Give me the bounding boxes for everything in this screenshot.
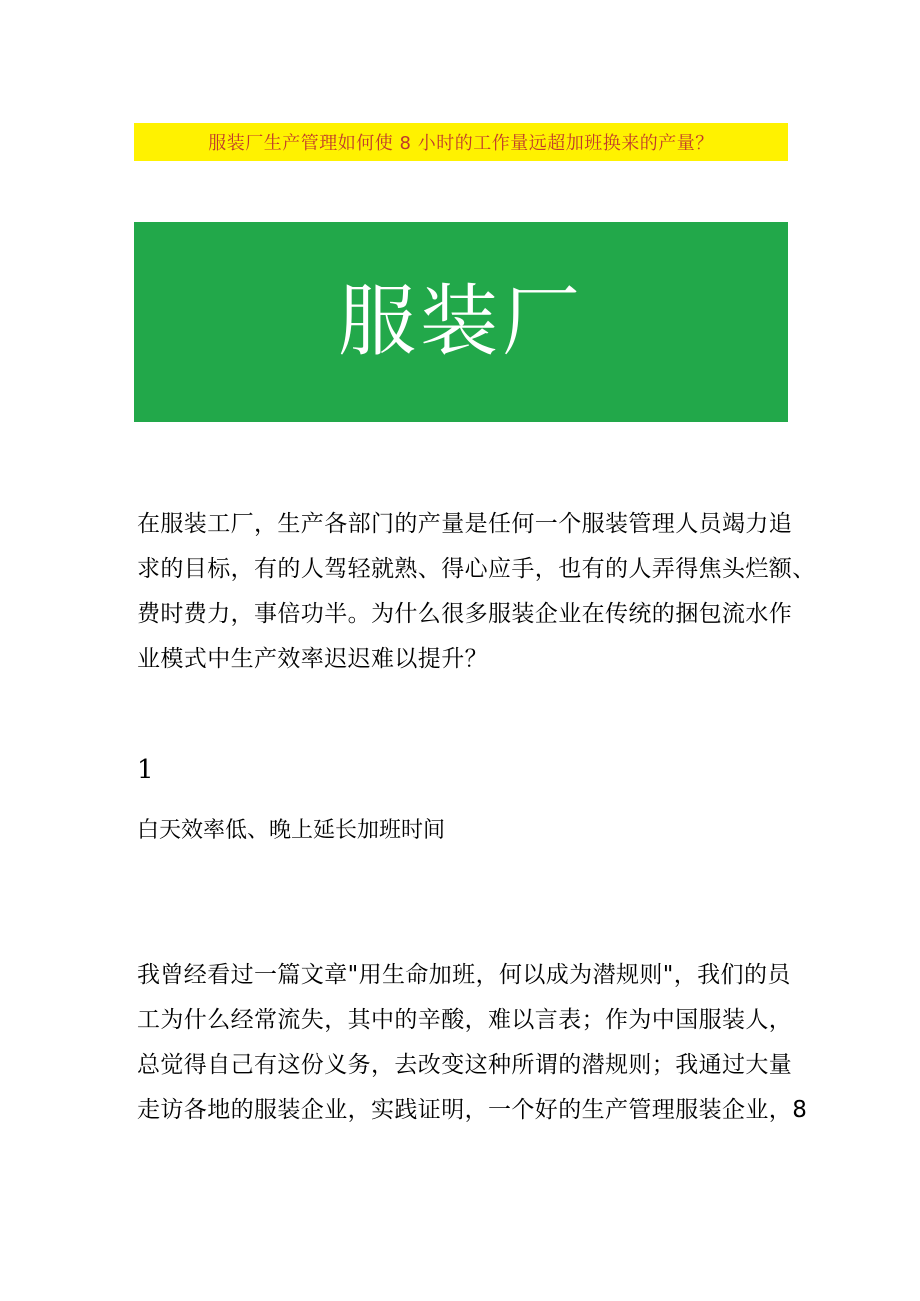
section-line: 我曾经看过一篇文章"用生命加班，何以成为潜规则"，我们的员 — [137, 962, 791, 988]
intro-line: 求的目标，有的人驾轻就熟、得心应手，也有的人弄得焦头烂额、 — [137, 556, 816, 582]
banner-text: 服装厂 — [337, 277, 584, 367]
section-number: 1 — [137, 755, 154, 785]
intro-line: 业模式中生产效率迟迟难以提升？ — [137, 646, 488, 672]
section-heading: 白天效率低、晚上延长加班时间 — [137, 818, 446, 843]
intro-paragraph — [137, 502, 816, 682]
intro-line: 在服装工厂，生产各部门的产量是任何一个服装管理人员竭力追 — [137, 511, 793, 537]
intro-line: 费时费力，事倍功半。为什么很多服装企业在传统的捆包流水作 — [137, 601, 793, 627]
article-title: 服装厂生产管理如何使 8 小时的工作量远超加班换来的产量？ — [208, 133, 714, 154]
cover-banner — [134, 222, 788, 422]
section-line: 总觉得自己有这份义务，去改变这种所谓的潜规则；我通过大量 — [137, 1052, 793, 1078]
section-paragraph — [137, 953, 808, 1133]
section-line: 走访各地的服装企业，实践证明，一个好的生产管理服装企业，8 — [137, 1097, 808, 1123]
article-title-bar — [134, 123, 788, 161]
section-line: 工为什么经常流失，其中的辛酸，难以言表；作为中国服装人， — [137, 1007, 793, 1033]
